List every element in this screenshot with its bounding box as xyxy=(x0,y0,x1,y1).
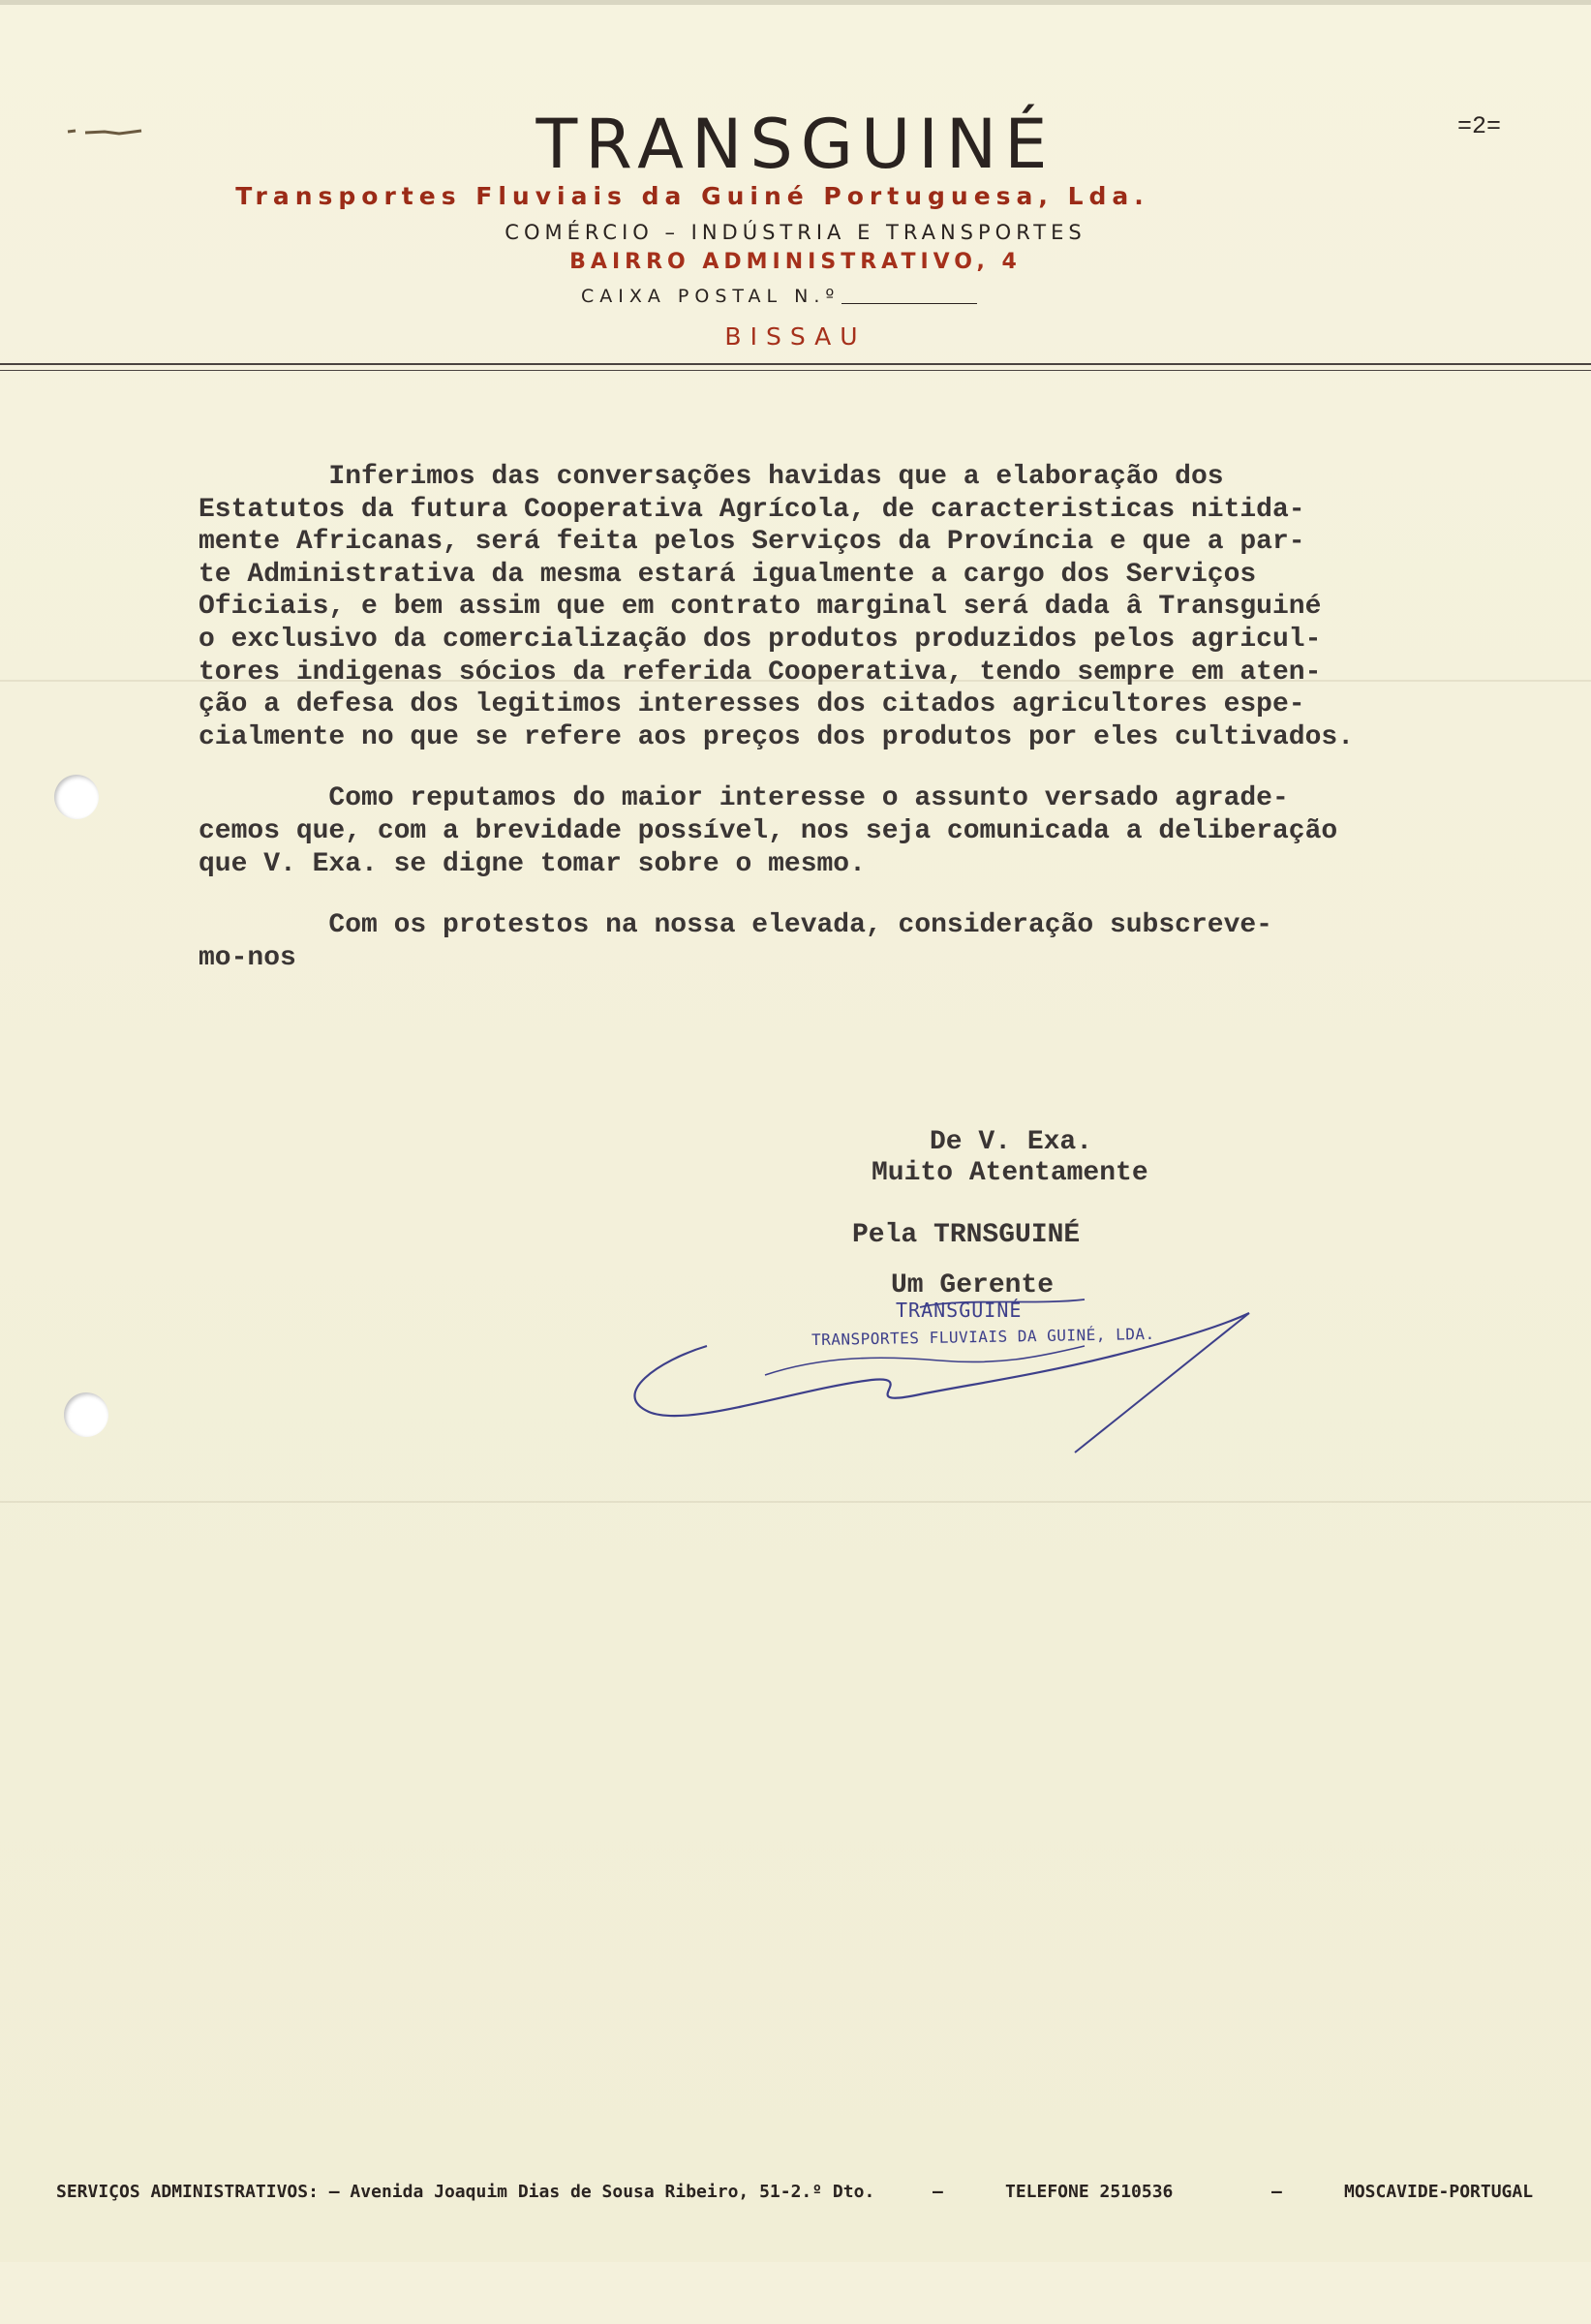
po-box-blank xyxy=(841,303,977,304)
header-rule xyxy=(0,370,1591,371)
paragraph xyxy=(199,461,1574,753)
body-line: Inferimos das conversações havidas que a elaboração dos xyxy=(199,462,1224,492)
body-line: Oficiais, e bem assim que em contrato marginal será dada â Transguiné xyxy=(199,592,1322,623)
closing-regards: Muito Atentamente xyxy=(872,1158,1148,1188)
paragraph-gap xyxy=(199,880,1574,909)
body-line: tores indigenas sócios da referida Cooperativa, tendo sempre em aten- xyxy=(199,657,1322,688)
paragraph xyxy=(199,782,1574,880)
company-name: TRANSGUINÉ xyxy=(535,105,1056,184)
footer-dash: — xyxy=(933,2182,943,2202)
company-subtitle: Transportes Fluviais da Guiné Portuguesa, Lda. xyxy=(235,182,1149,210)
fold-line xyxy=(0,1501,1591,1503)
body-line: mente Africanas, será feita pelos Serviços da Província e que a par- xyxy=(199,527,1305,558)
company-city: BISSAU xyxy=(724,322,867,351)
stamp-name: TRANSGUINÉ xyxy=(896,1299,1023,1322)
body-line: mo-nos xyxy=(199,942,296,973)
punch-hole xyxy=(54,775,99,819)
company-activities: COMÉRCIO – INDÚSTRIA E TRANSPORTES xyxy=(505,221,1086,244)
page-number: =2= xyxy=(1457,112,1502,140)
body-line: que V. Exa. se digne tomar sobre o mesmo. xyxy=(199,848,866,879)
po-box xyxy=(581,286,977,307)
company-address: BAIRRO ADMINISTRATIVO, 4 xyxy=(569,250,1022,274)
closing-salutation: De V. Exa. xyxy=(930,1127,1093,1157)
body-line: Como reputamos do maior interesse o assunto versado agrade- xyxy=(199,783,1289,814)
body-line: o exclusivo da comercialização dos produtos produzidos pelos agricul- xyxy=(199,624,1322,655)
signature xyxy=(629,1288,1269,1472)
body-line: ção a defesa dos legitimos interesses dos citados agricultores espe- xyxy=(199,689,1305,720)
body-line: Estatutos da futura Cooperativa Agrícola, de caracteristicas nitida- xyxy=(199,494,1305,525)
footer-dash: — xyxy=(1271,2182,1282,2202)
punch-hole xyxy=(64,1392,108,1437)
po-box-label: CAIXA POSTAL N.º xyxy=(581,286,841,307)
paragraph-gap xyxy=(199,753,1574,782)
body-line: cemos que, com a brevidade possível, nos seja comunicada a deliberação xyxy=(199,815,1338,846)
page-edge xyxy=(0,0,1591,5)
footer-services: SERVIÇOS ADMINISTRATIVOS: — Avenida Joaquim Dias de Sousa Ribeiro, 51-2.º Dto. xyxy=(56,2182,875,2202)
body-line: Com os protestos na nossa elevada, consideração subscreve- xyxy=(199,910,1272,941)
footer-phone: TELEFONE 2510536 xyxy=(1005,2182,1174,2202)
footer xyxy=(56,2182,1567,2324)
closing-role: Um Gerente xyxy=(891,1270,1055,1300)
stamp-line: TRANSPORTES FLUVIAIS DA GUINÉ, LDA. xyxy=(811,1324,1155,1350)
body-line: cialmente no que se refere aos preços dos produtos por eles cultivados. xyxy=(199,721,1354,752)
letter-body xyxy=(199,461,1574,974)
paragraph xyxy=(199,909,1574,974)
body-line: te Administrativa da mesma estará igualmente a cargo dos Serviços xyxy=(199,559,1257,590)
closing-company: Pela TRNSGUINÉ xyxy=(852,1220,1081,1250)
footer-location: MOSCAVIDE-PORTUGAL xyxy=(1344,2182,1534,2202)
header-rule xyxy=(0,363,1591,365)
